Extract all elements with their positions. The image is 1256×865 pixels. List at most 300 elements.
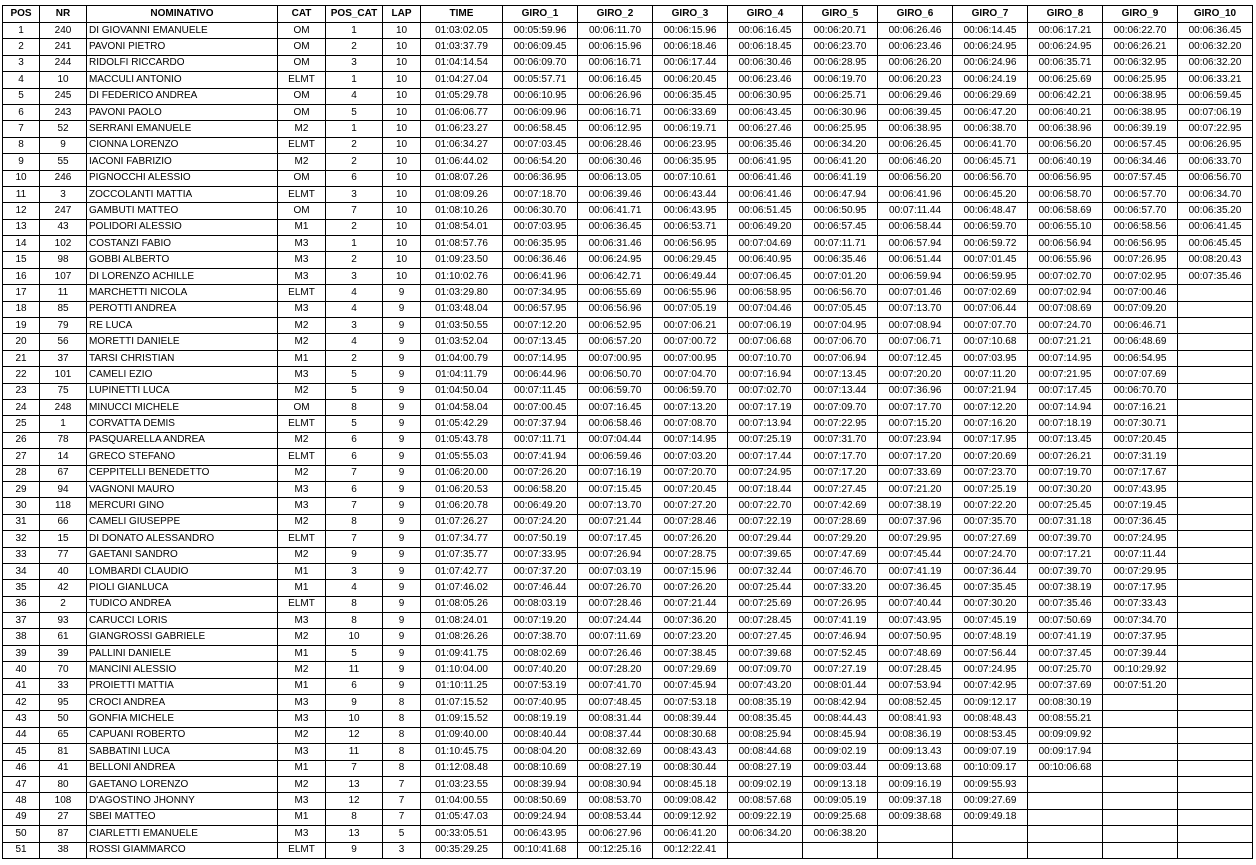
cell-giro-8: 00:06:25.69 bbox=[1028, 72, 1103, 88]
cell-giro-5: 00:07:47.69 bbox=[803, 547, 878, 563]
cell-giro-10 bbox=[1178, 399, 1253, 415]
cell-giro-2: 00:06:39.46 bbox=[578, 186, 653, 202]
cell-giro-3: 00:06:35.95 bbox=[653, 154, 728, 170]
cell-giro-10 bbox=[1178, 727, 1253, 743]
cell-giro-2: 00:06:55.69 bbox=[578, 285, 653, 301]
cell-nr: 2 bbox=[40, 596, 87, 612]
cell-time: 01:06:20.00 bbox=[421, 465, 503, 481]
cell-giro-1: 00:06:09.96 bbox=[503, 104, 578, 120]
cell-giro-7: 00:06:41.70 bbox=[953, 137, 1028, 153]
cell-nr: 70 bbox=[40, 662, 87, 678]
cell-giro-5: 00:06:47.94 bbox=[803, 186, 878, 202]
cell-giro-9: 00:07:37.95 bbox=[1103, 629, 1178, 645]
cell-lap: 10 bbox=[383, 104, 421, 120]
cell-giro-7: 00:06:14.45 bbox=[953, 23, 1028, 39]
cell-giro-1: 00:05:59.96 bbox=[503, 23, 578, 39]
cell-lap: 9 bbox=[383, 645, 421, 661]
cell-giro-8 bbox=[1028, 842, 1103, 858]
cell-giro-10 bbox=[1178, 695, 1253, 711]
cell-giro-2: 00:07:15.45 bbox=[578, 481, 653, 497]
cell-giro-7: 00:06:59.72 bbox=[953, 236, 1028, 252]
cell-giro-10: 00:06:35.20 bbox=[1178, 203, 1253, 219]
cell-giro-4: 00:07:04.46 bbox=[728, 301, 803, 317]
cell-giro-2: 00:06:11.70 bbox=[578, 23, 653, 39]
cell-nominativo: DI FEDERICO ANDREA bbox=[87, 88, 278, 104]
cell-giro-5: 00:07:05.45 bbox=[803, 301, 878, 317]
table-row bbox=[3, 547, 1253, 563]
cell-giro-9 bbox=[1103, 793, 1178, 809]
cell-giro-10: 00:07:35.46 bbox=[1178, 268, 1253, 284]
cell-giro-1: 00:08:03.19 bbox=[503, 596, 578, 612]
cell-giro-2: 00:06:16.71 bbox=[578, 55, 653, 71]
cell-giro-7: 00:07:03.95 bbox=[953, 350, 1028, 366]
cell-giro-7: 00:09:49.18 bbox=[953, 809, 1028, 825]
cell-time: 01:07:15.52 bbox=[421, 695, 503, 711]
cell-giro-4: 00:09:02.19 bbox=[728, 776, 803, 792]
cell-pos: 34 bbox=[3, 563, 40, 579]
cell-pos: 27 bbox=[3, 449, 40, 465]
table-row bbox=[3, 219, 1253, 235]
cell-lap: 10 bbox=[383, 203, 421, 219]
cell-pos: 36 bbox=[3, 596, 40, 612]
cell-giro-3: 00:07:20.70 bbox=[653, 465, 728, 481]
cell-cat: OM bbox=[278, 399, 326, 415]
cell-time: 01:04:50.04 bbox=[421, 383, 503, 399]
table-row bbox=[3, 793, 1253, 809]
col-header-giro-5: GIRO_5 bbox=[803, 6, 878, 23]
cell-lap: 10 bbox=[383, 236, 421, 252]
cell-nr: 41 bbox=[40, 760, 87, 776]
cell-nominativo: GONFIA MICHELE bbox=[87, 711, 278, 727]
cell-giro-6 bbox=[878, 842, 953, 858]
cell-pos: 35 bbox=[3, 580, 40, 596]
cell-nr: 81 bbox=[40, 744, 87, 760]
cell-pos: 18 bbox=[3, 301, 40, 317]
cell-nominativo: TARSI CHRISTIAN bbox=[87, 350, 278, 366]
cell-giro-6: 00:07:23.94 bbox=[878, 432, 953, 448]
cell-giro-8: 00:07:38.19 bbox=[1028, 580, 1103, 596]
cell-pos-cat: 5 bbox=[326, 645, 383, 661]
table-row bbox=[3, 350, 1253, 366]
cell-cat: ELMT bbox=[278, 596, 326, 612]
cell-giro-2: 00:07:26.46 bbox=[578, 645, 653, 661]
cell-nr: 108 bbox=[40, 793, 87, 809]
cell-pos: 14 bbox=[3, 236, 40, 252]
cell-giro-9: 00:07:09.20 bbox=[1103, 301, 1178, 317]
cell-pos-cat: 8 bbox=[326, 809, 383, 825]
cell-nr: 56 bbox=[40, 334, 87, 350]
cell-giro-5: 00:07:33.20 bbox=[803, 580, 878, 596]
cell-time: 01:04:00.79 bbox=[421, 350, 503, 366]
cell-giro-9: 00:07:31.19 bbox=[1103, 449, 1178, 465]
table-row bbox=[3, 514, 1253, 530]
cell-giro-9: 00:06:57.70 bbox=[1103, 186, 1178, 202]
cell-nominativo: MACCULI ANTONIO bbox=[87, 72, 278, 88]
col-header-nr: NR bbox=[40, 6, 87, 23]
cell-nominativo: CAMELI GIUSEPPE bbox=[87, 514, 278, 530]
cell-giro-6: 00:07:45.44 bbox=[878, 547, 953, 563]
cell-giro-9: 00:07:33.43 bbox=[1103, 596, 1178, 612]
cell-giro-4: 00:06:41.95 bbox=[728, 154, 803, 170]
cell-lap: 8 bbox=[383, 727, 421, 743]
cell-cat: M2 bbox=[278, 432, 326, 448]
cell-giro-3: 00:08:43.43 bbox=[653, 744, 728, 760]
cell-cat: M2 bbox=[278, 776, 326, 792]
cell-giro-8: 00:06:40.21 bbox=[1028, 104, 1103, 120]
cell-giro-2: 00:06:28.46 bbox=[578, 137, 653, 153]
cell-giro-10 bbox=[1178, 285, 1253, 301]
cell-nominativo: GAETANI SANDRO bbox=[87, 547, 278, 563]
cell-giro-6: 00:07:17.20 bbox=[878, 449, 953, 465]
cell-nominativo: PIGNOCCHI ALESSIO bbox=[87, 170, 278, 186]
cell-cat: M3 bbox=[278, 695, 326, 711]
cell-giro-1: 00:06:49.20 bbox=[503, 498, 578, 514]
cell-giro-2: 00:06:36.45 bbox=[578, 219, 653, 235]
cell-giro-3: 00:07:28.75 bbox=[653, 547, 728, 563]
cell-pos: 38 bbox=[3, 629, 40, 645]
cell-cat: M3 bbox=[278, 744, 326, 760]
col-header-time: TIME bbox=[421, 6, 503, 23]
cell-giro-1: 00:08:04.20 bbox=[503, 744, 578, 760]
cell-nominativo: CIONNA LORENZO bbox=[87, 137, 278, 153]
cell-giro-1: 00:06:58.20 bbox=[503, 481, 578, 497]
cell-nominativo: CEPPITELLI BENEDETTO bbox=[87, 465, 278, 481]
cell-lap: 9 bbox=[383, 416, 421, 432]
cell-giro-1: 00:07:37.94 bbox=[503, 416, 578, 432]
cell-giro-8: 00:07:31.18 bbox=[1028, 514, 1103, 530]
cell-giro-7: 00:07:27.69 bbox=[953, 531, 1028, 547]
cell-giro-2: 00:06:26.96 bbox=[578, 88, 653, 104]
cell-giro-5: 00:06:41.19 bbox=[803, 170, 878, 186]
cell-lap: 3 bbox=[383, 842, 421, 858]
cell-giro-9: 00:06:57.45 bbox=[1103, 137, 1178, 153]
cell-giro-8: 00:09:09.92 bbox=[1028, 727, 1103, 743]
cell-giro-10 bbox=[1178, 842, 1253, 858]
cell-time: 01:05:55.03 bbox=[421, 449, 503, 465]
cell-pos-cat: 9 bbox=[326, 547, 383, 563]
cell-giro-2: 00:07:26.70 bbox=[578, 580, 653, 596]
cell-nominativo: MERCURI GINO bbox=[87, 498, 278, 514]
cell-giro-4: 00:07:18.44 bbox=[728, 481, 803, 497]
table-row bbox=[3, 301, 1253, 317]
cell-giro-2: 00:07:26.94 bbox=[578, 547, 653, 563]
cell-cat: M3 bbox=[278, 236, 326, 252]
cell-lap: 10 bbox=[383, 137, 421, 153]
cell-giro-3: 00:06:33.69 bbox=[653, 104, 728, 120]
cell-giro-5: 00:06:30.96 bbox=[803, 104, 878, 120]
cell-giro-8: 00:06:55.96 bbox=[1028, 252, 1103, 268]
cell-giro-5: 00:06:25.95 bbox=[803, 121, 878, 137]
cell-giro-10 bbox=[1178, 826, 1253, 842]
cell-pos-cat: 6 bbox=[326, 432, 383, 448]
cell-time: 00:35:29.25 bbox=[421, 842, 503, 858]
cell-cat: ELMT bbox=[278, 449, 326, 465]
cell-giro-5: 00:06:56.70 bbox=[803, 285, 878, 301]
cell-giro-4: 00:08:27.19 bbox=[728, 760, 803, 776]
table-row bbox=[3, 137, 1253, 153]
cell-giro-1: 00:06:57.95 bbox=[503, 301, 578, 317]
cell-giro-8: 00:07:24.70 bbox=[1028, 318, 1103, 334]
cell-nr: 247 bbox=[40, 203, 87, 219]
cell-giro-5: 00:09:02.19 bbox=[803, 744, 878, 760]
cell-giro-6: 00:07:15.20 bbox=[878, 416, 953, 432]
cell-giro-8: 00:07:25.70 bbox=[1028, 662, 1103, 678]
table-row bbox=[3, 236, 1253, 252]
cell-cat: OM bbox=[278, 39, 326, 55]
cell-time: 01:06:23.27 bbox=[421, 121, 503, 137]
cell-giro-1: 00:07:03.95 bbox=[503, 219, 578, 235]
cell-giro-5: 00:07:42.69 bbox=[803, 498, 878, 514]
cell-giro-5: 00:09:13.18 bbox=[803, 776, 878, 792]
cell-giro-7: 00:07:20.69 bbox=[953, 449, 1028, 465]
cell-nr: 102 bbox=[40, 236, 87, 252]
cell-giro-1: 00:07:34.95 bbox=[503, 285, 578, 301]
cell-giro-7: 00:07:12.20 bbox=[953, 399, 1028, 415]
cell-pos-cat: 8 bbox=[326, 514, 383, 530]
cell-giro-9: 00:06:22.70 bbox=[1103, 23, 1178, 39]
cell-giro-4: 00:07:22.19 bbox=[728, 514, 803, 530]
cell-giro-9: 00:07:17.95 bbox=[1103, 580, 1178, 596]
cell-giro-1: 00:08:39.94 bbox=[503, 776, 578, 792]
cell-giro-5: 00:06:41.20 bbox=[803, 154, 878, 170]
cell-giro-9: 00:07:36.45 bbox=[1103, 514, 1178, 530]
cell-pos-cat: 2 bbox=[326, 252, 383, 268]
cell-giro-2: 00:07:28.46 bbox=[578, 596, 653, 612]
cell-giro-10: 00:07:06.19 bbox=[1178, 104, 1253, 120]
cell-pos: 17 bbox=[3, 285, 40, 301]
cell-giro-6: 00:07:53.94 bbox=[878, 678, 953, 694]
cell-lap: 9 bbox=[383, 596, 421, 612]
cell-giro-4: 00:07:32.44 bbox=[728, 563, 803, 579]
cell-nr: 1 bbox=[40, 416, 87, 432]
cell-cat: OM bbox=[278, 88, 326, 104]
cell-nominativo: PAVONI PAOLO bbox=[87, 104, 278, 120]
table-row bbox=[3, 72, 1253, 88]
cell-giro-7: 00:06:59.70 bbox=[953, 219, 1028, 235]
cell-giro-10 bbox=[1178, 662, 1253, 678]
cell-giro-7: 00:06:47.20 bbox=[953, 104, 1028, 120]
table-row bbox=[3, 252, 1253, 268]
cell-time: 01:10:02.76 bbox=[421, 268, 503, 284]
table-row bbox=[3, 498, 1253, 514]
cell-nr: 243 bbox=[40, 104, 87, 120]
cell-giro-1: 00:10:41.68 bbox=[503, 842, 578, 858]
cell-lap: 10 bbox=[383, 186, 421, 202]
cell-giro-3: 00:07:36.20 bbox=[653, 613, 728, 629]
cell-giro-8: 00:06:24.95 bbox=[1028, 39, 1103, 55]
cell-pos: 51 bbox=[3, 842, 40, 858]
cell-giro-4: 00:07:17.44 bbox=[728, 449, 803, 465]
cell-nr: 15 bbox=[40, 531, 87, 547]
cell-giro-1: 00:07:11.45 bbox=[503, 383, 578, 399]
cell-time: 01:06:06.77 bbox=[421, 104, 503, 120]
cell-nominativo: MORETTI DANIELE bbox=[87, 334, 278, 350]
cell-giro-6: 00:07:37.96 bbox=[878, 514, 953, 530]
cell-time: 01:10:45.75 bbox=[421, 744, 503, 760]
cell-giro-2: 00:07:41.70 bbox=[578, 678, 653, 694]
cell-nominativo: DI DONATO ALESSANDRO bbox=[87, 531, 278, 547]
cell-giro-9 bbox=[1103, 760, 1178, 776]
cell-lap: 9 bbox=[383, 613, 421, 629]
cell-giro-9: 00:07:29.95 bbox=[1103, 563, 1178, 579]
cell-cat: OM bbox=[278, 203, 326, 219]
cell-giro-10 bbox=[1178, 498, 1253, 514]
cell-cat: M1 bbox=[278, 678, 326, 694]
cell-giro-4: 00:07:29.44 bbox=[728, 531, 803, 547]
cell-giro-2: 00:06:52.95 bbox=[578, 318, 653, 334]
cell-time: 01:08:54.01 bbox=[421, 219, 503, 235]
cell-giro-10 bbox=[1178, 776, 1253, 792]
cell-giro-5: 00:07:06.70 bbox=[803, 334, 878, 350]
cell-nr: 37 bbox=[40, 350, 87, 366]
cell-giro-5: 00:08:44.43 bbox=[803, 711, 878, 727]
table-row bbox=[3, 170, 1253, 186]
cell-giro-3: 00:06:56.95 bbox=[653, 236, 728, 252]
cell-pos-cat: 2 bbox=[326, 39, 383, 55]
cell-giro-2: 00:06:58.46 bbox=[578, 416, 653, 432]
cell-giro-1: 00:07:11.71 bbox=[503, 432, 578, 448]
cell-giro-7: 00:07:24.70 bbox=[953, 547, 1028, 563]
cell-pos-cat: 5 bbox=[326, 367, 383, 383]
cell-giro-9: 00:07:02.95 bbox=[1103, 268, 1178, 284]
cell-giro-7: 00:06:24.95 bbox=[953, 39, 1028, 55]
cell-nominativo: CORVATTA DEMIS bbox=[87, 416, 278, 432]
cell-nominativo: GIANGROSSI GABRIELE bbox=[87, 629, 278, 645]
cell-lap: 9 bbox=[383, 449, 421, 465]
cell-giro-6: 00:09:38.68 bbox=[878, 809, 953, 825]
cell-lap: 9 bbox=[383, 498, 421, 514]
cell-nominativo: PASQUARELLA ANDREA bbox=[87, 432, 278, 448]
cell-giro-2: 00:06:41.71 bbox=[578, 203, 653, 219]
cell-pos-cat: 1 bbox=[326, 236, 383, 252]
cell-nr: 52 bbox=[40, 121, 87, 137]
cell-giro-5: 00:07:28.69 bbox=[803, 514, 878, 530]
cell-lap: 8 bbox=[383, 695, 421, 711]
table-row bbox=[3, 481, 1253, 497]
table-row bbox=[3, 39, 1253, 55]
cell-giro-7: 00:06:56.70 bbox=[953, 170, 1028, 186]
cell-giro-7: 00:06:59.95 bbox=[953, 268, 1028, 284]
table-row bbox=[3, 449, 1253, 465]
cell-giro-3: 00:07:04.70 bbox=[653, 367, 728, 383]
cell-giro-10 bbox=[1178, 383, 1253, 399]
cell-giro-3: 00:06:15.96 bbox=[653, 23, 728, 39]
cell-pos: 8 bbox=[3, 137, 40, 153]
cell-giro-4: 00:08:35.45 bbox=[728, 711, 803, 727]
cell-nr: 245 bbox=[40, 88, 87, 104]
cell-giro-10 bbox=[1178, 465, 1253, 481]
cell-giro-5: 00:07:06.94 bbox=[803, 350, 878, 366]
cell-pos-cat: 4 bbox=[326, 88, 383, 104]
cell-giro-6: 00:08:41.93 bbox=[878, 711, 953, 727]
cell-giro-8: 00:09:17.94 bbox=[1028, 744, 1103, 760]
cell-time: 01:06:34.27 bbox=[421, 137, 503, 153]
cell-giro-3: 00:07:45.94 bbox=[653, 678, 728, 694]
cell-giro-6: 00:07:43.95 bbox=[878, 613, 953, 629]
cell-time: 01:03:23.55 bbox=[421, 776, 503, 792]
cell-nominativo: SABBATINI LUCA bbox=[87, 744, 278, 760]
cell-giro-2: 00:07:00.95 bbox=[578, 350, 653, 366]
table-row bbox=[3, 727, 1253, 743]
cell-cat: M3 bbox=[278, 252, 326, 268]
table-row bbox=[3, 121, 1253, 137]
cell-pos-cat: 3 bbox=[326, 318, 383, 334]
cell-giro-8: 00:07:17.45 bbox=[1028, 383, 1103, 399]
cell-giro-1: 00:06:58.45 bbox=[503, 121, 578, 137]
cell-nominativo: ZOCCOLANTI MATTIA bbox=[87, 186, 278, 202]
cell-giro-8: 00:10:06.68 bbox=[1028, 760, 1103, 776]
table-row bbox=[3, 629, 1253, 645]
cell-nominativo: DI LORENZO ACHILLE bbox=[87, 268, 278, 284]
results-body bbox=[3, 23, 1253, 859]
cell-cat: M2 bbox=[278, 121, 326, 137]
cell-time: 01:07:34.77 bbox=[421, 531, 503, 547]
table-row bbox=[3, 613, 1253, 629]
cell-giro-1: 00:07:13.45 bbox=[503, 334, 578, 350]
cell-nominativo: CARUCCI LORIS bbox=[87, 613, 278, 629]
cell-nr: 101 bbox=[40, 367, 87, 383]
col-header-giro-10: GIRO_10 bbox=[1178, 6, 1253, 23]
cell-giro-4: 00:07:25.44 bbox=[728, 580, 803, 596]
table-row bbox=[3, 842, 1253, 858]
cell-giro-3: 00:07:26.20 bbox=[653, 531, 728, 547]
cell-nominativo: MANCINI ALESSIO bbox=[87, 662, 278, 678]
cell-giro-7: 00:07:35.45 bbox=[953, 580, 1028, 596]
cell-giro-3: 00:06:17.44 bbox=[653, 55, 728, 71]
cell-giro-8: 00:08:30.19 bbox=[1028, 695, 1103, 711]
cell-giro-9: 00:07:51.20 bbox=[1103, 678, 1178, 694]
cell-giro-8: 00:06:35.71 bbox=[1028, 55, 1103, 71]
cell-lap: 10 bbox=[383, 55, 421, 71]
cell-giro-9: 00:06:70.70 bbox=[1103, 383, 1178, 399]
cell-giro-2: 00:07:24.44 bbox=[578, 613, 653, 629]
cell-giro-5: 00:07:17.20 bbox=[803, 465, 878, 481]
cell-giro-10: 00:06:32.20 bbox=[1178, 55, 1253, 71]
cell-nominativo: PROIETTI MATTIA bbox=[87, 678, 278, 694]
cell-giro-6: 00:07:17.70 bbox=[878, 399, 953, 415]
cell-giro-10: 00:06:32.20 bbox=[1178, 39, 1253, 55]
cell-giro-6: 00:09:37.18 bbox=[878, 793, 953, 809]
cell-lap: 10 bbox=[383, 39, 421, 55]
cell-giro-1: 00:08:02.69 bbox=[503, 645, 578, 661]
cell-giro-2: 00:12:25.16 bbox=[578, 842, 653, 858]
cell-giro-7: 00:07:48.19 bbox=[953, 629, 1028, 645]
cell-lap: 9 bbox=[383, 531, 421, 547]
cell-nominativo: SBEI MATTEO bbox=[87, 809, 278, 825]
cell-giro-6: 00:06:59.94 bbox=[878, 268, 953, 284]
cell-pos-cat: 8 bbox=[326, 613, 383, 629]
cell-time: 01:08:24.01 bbox=[421, 613, 503, 629]
cell-time: 01:09:41.75 bbox=[421, 645, 503, 661]
cell-nr: 50 bbox=[40, 711, 87, 727]
cell-nr: 14 bbox=[40, 449, 87, 465]
cell-giro-7: 00:07:02.69 bbox=[953, 285, 1028, 301]
cell-cat: M1 bbox=[278, 580, 326, 596]
cell-giro-4: 00:06:58.95 bbox=[728, 285, 803, 301]
header-row bbox=[3, 6, 1253, 23]
cell-nominativo: RE LUCA bbox=[87, 318, 278, 334]
cell-giro-4: 00:06:30.95 bbox=[728, 88, 803, 104]
cell-giro-8: 00:06:56.95 bbox=[1028, 170, 1103, 186]
cell-giro-7: 00:07:42.95 bbox=[953, 678, 1028, 694]
cell-pos: 2 bbox=[3, 39, 40, 55]
cell-cat: M2 bbox=[278, 662, 326, 678]
cell-giro-2: 00:07:21.44 bbox=[578, 514, 653, 530]
cell-pos-cat: 6 bbox=[326, 449, 383, 465]
cell-pos-cat: 5 bbox=[326, 383, 383, 399]
cell-giro-6: 00:07:13.70 bbox=[878, 301, 953, 317]
cell-giro-7: 00:08:48.43 bbox=[953, 711, 1028, 727]
